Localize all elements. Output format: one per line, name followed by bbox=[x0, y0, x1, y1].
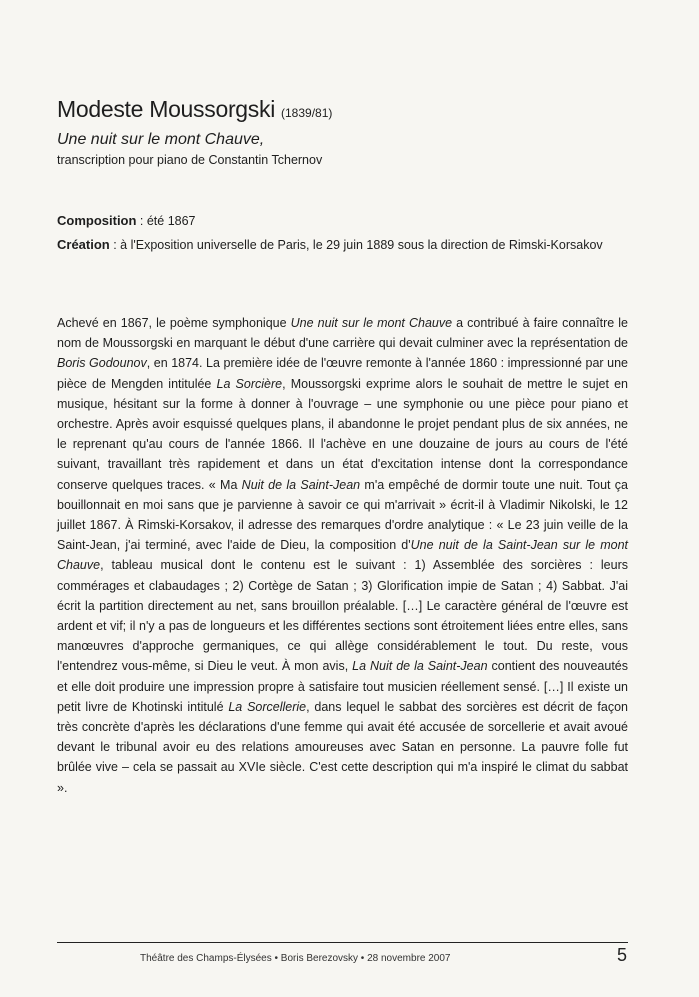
composition-value: : été 1867 bbox=[136, 214, 196, 228]
body-text-segment: , en 1874. La première idée de l'œuvre remonte à l'année 1860 : impressionné par une pièce de Mengden intitulée bbox=[57, 356, 628, 391]
composer-name: Modeste Moussorgski bbox=[57, 96, 275, 122]
creation-label: Création bbox=[57, 237, 110, 252]
footer-text: Théâtre des Champs-Élysées • Boris Berezovsky • 28 novembre 2007 bbox=[140, 953, 451, 964]
body-text-segment: , Moussorgski exprime alors le souhait de mettre le sujet en musique, hésitant sur la forme à donner à l'ouvrage – une symphonie ou une pièce pour piano et orchestre. Après avoir esquissé quelques plans, il abandonne le projet pendant plus de six années, ne le reprenant qu'au cours de l'année 1866. Il l'achève en une douzaine de jours au cours de l'été suivant, travaillant très rapidement et dans un état d'excitation intense dont la correspondance conserve quelques traces. « Ma bbox=[57, 376, 628, 492]
body-italic-segment: La Sorcière bbox=[216, 376, 283, 391]
footer-divider bbox=[57, 942, 628, 943]
body-italic-segment: La Nuit de la Saint-Jean bbox=[352, 659, 488, 674]
program-note bbox=[57, 313, 628, 798]
body-text-segment: a contribué à faire connaître le nom de Moussorgski en marquant le début d'une carrière qui devait culminer avec la représentation de bbox=[57, 316, 628, 351]
creation-line bbox=[57, 235, 642, 255]
composer-dates: (1839/81) bbox=[281, 106, 333, 120]
creation-value: : à l'Exposition universelle de Paris, le 29 juin 1889 sous la direction de Rimski-Korsakov bbox=[109, 238, 603, 252]
body-italic-segment: Une nuit de la Saint-Jean sur le mont Chauve bbox=[57, 538, 628, 573]
body-italic-segment: Une nuit sur le mont Chauve bbox=[290, 316, 453, 330]
body-text-segment: Achevé en 1867, le poème symphonique bbox=[57, 316, 291, 330]
page-number: 5 bbox=[617, 945, 628, 965]
body-italic-segment: Boris Godounov bbox=[57, 356, 147, 371]
body-text-segment: , tableau musical dont le contenu est le suivant : 1) Assemblée des sorcières : leurs commérages et clabaudages ; 2) Cortège de Satan ; 3) Glorification impie de Satan ; 4) Sabbat. J'ai écrit la partition directement au net, sans brouillon préalable. […] Le caractère général de l'œuvre est ardent et vif; il n'y a pas de longueurs et les différentes sections sont étroitement liées entre elles, sans manœuvres d'approche germaniques, ce qui allège considérablement le tout. Du reste, vous l'entendrez vous-même, si Dieu le veut. À mon avis, bbox=[57, 558, 628, 674]
composition-line bbox=[57, 211, 642, 231]
composer-heading bbox=[57, 96, 332, 123]
body-text-segment: contient des nouveautés et elle doit produire une impression propre à satisfaire tout musicien réellement sensé. […] Il existe un petit livre de Khotinski intitulé bbox=[57, 659, 628, 714]
body-text-segment: m'a empêché de dormir toute une nuit. Tout ça bouillonnait en moi sans que je parvienne à savoir ce qui m'arrivait » écrit-il à Vladimir Nikolski, le 12 juillet 1867. À Rimski-Korsakov, il adresse des remarques d'ordre analytique : « Le 23 juin veille de la Saint-Jean, j'ai terminé, avec l'aide de Dieu, la composition d' bbox=[57, 477, 628, 553]
transcription-credit: transcription pour piano de Constantin Tchernov bbox=[57, 153, 323, 167]
body-italic-segment: Nuit de la Saint-Jean bbox=[241, 477, 361, 492]
work-details bbox=[57, 211, 642, 259]
body-italic-segment: La Sorcellerie bbox=[228, 699, 307, 714]
composition-label: Composition bbox=[57, 213, 137, 228]
body-text-segment: , dans lequel le sabbat des sorcières est décrit de façon très concrète d'après les déclarations d'une femme qui avait été accusée de sorcellerie et avait avoué devant le tribunal avoir eu des relations amoureuses avec Satan en personne. La pauvre folle fut brûlée vive – cela se passait au XVIe siècle. C'est cette description qui m'a inspiré le climat du sabbat ». bbox=[57, 699, 628, 795]
work-title: Une nuit sur le mont Chauve, bbox=[57, 131, 265, 148]
